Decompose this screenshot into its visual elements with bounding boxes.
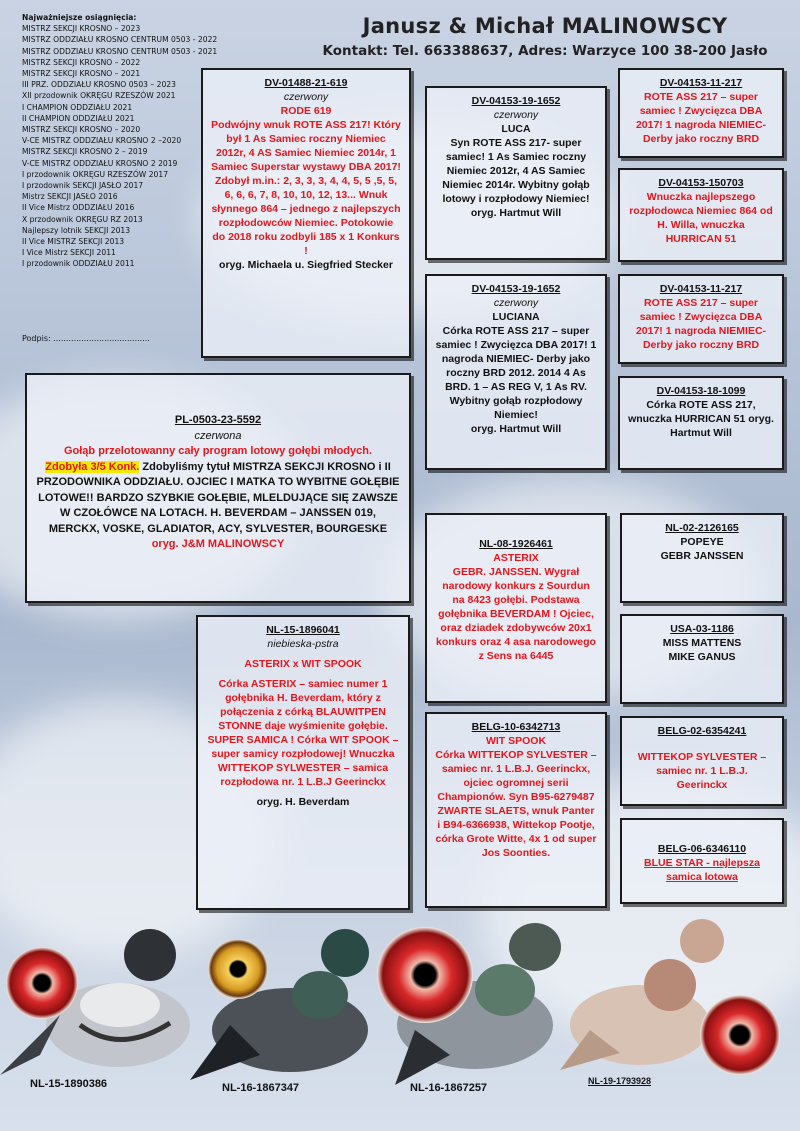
achievement-item: I przodownik OKRĘGU RZESZÓW 2017 (22, 169, 169, 179)
achievement-item: MISTRZ ODDZIAŁU KROSNO CENTRUM 0503 - 2021 (22, 46, 218, 56)
achievement-item: I przodownik SEKCJI JASŁO 2017 (22, 181, 144, 191)
achievement-item: II CHAMPION ODDZIAŁU 2021 (22, 113, 135, 123)
pedigree-card-wittekop-sylvester (620, 716, 784, 806)
bird-origin: oryg. Michaela u. Siegfried Stecker (219, 259, 393, 271)
bird-description: GEBR. JANSSEN. Wygrał narodowy konkurs z Sourdun na 8423 gołębi. Podstawa gołębnika BEVERDAM ! Ojciec, oraz dziadek zdobywców 20x1 konkurs oraz 4 asa narodowego z Sens na 6445 (436, 566, 596, 662)
achievement-item: V-CE MISTRZ ODDZIAŁU KROSNO 2 2019 (22, 158, 178, 168)
description-text: Zdobyliśmy tytuł MISTRZA SEKCJI KROSNO i II PRZODOWNIKA ODDZIAŁU. OJCIEC I MATKA TO WYBITNE GOŁĘBIE LOTOWE!! BARDZO SZYBKIE GOŁĘBIE, MLELDUJĄCE SIĘ ZAWSZE W CZOŁÓWCE NA LOTACH. H. BEVERDAM – JANSSEN 019, MERCKX, VOSKE, GLADIATOR, ACY, SYLVESTER, BOURGESKE (36, 460, 400, 535)
pigeon-eye-2 (208, 939, 268, 999)
achievement-item: I przodownik ODDZIAŁU 2011 (22, 259, 135, 269)
pigeon-eye-3 (377, 927, 473, 1023)
pedigree-card-luciana (425, 274, 607, 470)
pedigree-card-popeye (620, 513, 784, 603)
ring-number: NL-02-2126165 (665, 522, 739, 534)
page-title: Janusz & Michał MALINOWSCY (362, 14, 728, 38)
ring-number: BELG-06-6346110 (657, 843, 747, 855)
ring-number: DV-04153-19-1652 (471, 283, 561, 295)
achievement-item: X przodownik OKRĘGU RZ 2013 (22, 214, 143, 224)
bird-description: ROTE ASS 217 – super samiec ! Zwycięzca DBA 2017! 1 nagroda NIEMIEC- Derby jako roczny BRD (635, 297, 767, 351)
ring-number: NL-15-1896041 (266, 624, 340, 636)
bird-color: czerwony (493, 297, 539, 309)
bird-name: LUCA (501, 123, 531, 135)
achievement-item: MISTRZ SEKCJI KROSNO – 2023 (22, 24, 141, 34)
bird-color: niebieska-pstra (267, 638, 339, 650)
pigeon-eye-4 (700, 995, 780, 1075)
pedigree-card-1099 (618, 376, 784, 470)
bird-origin: oryg. Hartmut Will (470, 423, 562, 435)
bird-description: Córka WITTEKOP SYLVESTER – samiec nr. 1 L.B.J. Geerinckx, ojciec ogromnej serii Championów. Syn B95-6279487 ZWARTE SLAETS, wnuk Panter i B94-6366938, Wittekop Pootje, córka Grote Witte, 4x 1 od super Jos Soonties. (435, 749, 597, 859)
ring-number: PL-0503-23-5592 (174, 414, 262, 426)
achievement-item: Najlepszy lotnik SEKCJI 2013 (22, 225, 131, 235)
bird-description: Córka ROTE ASS 217 – super samiec ! Zwycięzca DBA 2017! 1 nagroda NIEMIEC- Derby jako roczny BRD 2012. 2014 4 As BRD. 1 – AS REG V, 1 As RV. Wybitny gołąb rozpłodowy Niemiec! (435, 325, 597, 421)
ring-number: DV-04153-150703 (658, 177, 744, 189)
bird-description: Córka ASTERIX – samiec numer 1 gołębnika H. Beverdam, który z połączenia z córką BLAUWITPEN STONNE daje wyśmienite gołębie. SUPER SAMICA ! Córka WIT SPOOK – super samicy rozpłodowej! Wnuczka WITTEKOP SYLWESTER – samica rozpłodowa nr. 1 L.B.J Geerinckx (207, 678, 399, 788)
bird-label-1: NL-15-1890386 (30, 1078, 108, 1090)
bird-name: ASTERIX x WIT SPOOK (244, 658, 362, 670)
pedigree-card-asterix (425, 513, 607, 703)
bird-description: Wnuczka najlepszego rozpłodowca Niemiec 864 od H. Willa, wnuczka HURRICAN 51 (629, 191, 773, 245)
achievement-item: MISTRZ SEKCJI KROSNO – 2021 (22, 69, 141, 79)
pigeon-4 (560, 919, 724, 1070)
pigeon-eye-1 (6, 947, 78, 1019)
ring-number: DV-04153-18-1099 (656, 385, 746, 397)
bird-description: Syn ROTE ASS 217- super samiec! 1 As Samiec roczny Niemiec 2012r, 4 AS Samiec Niemiec 2014r. Wybitny gołąb lotowy i rozpłodowy Niemiec! (442, 137, 590, 205)
bird-description: Podwójny wnuk ROTE ASS 217! Który był 1 As Samiec roczny Niemiec 2012r, 4 AS Samiec Niemiec 2014r, 1 Samiec Superstar wystawy DBA 2017! Zdobył m.in.: 2, 3, 3, 3, 4, 4, 5, 5 ,5, 5, 6, 6, 6, 7, 8, 10, 10, 12, 13... Wnuk słynnego 864 – jednego z najlepszych rozpłodowców Niemiec. Potokowie do 2018 roku zodbyli 185 x 1 Konkurs ! (211, 119, 401, 257)
ring-number: DV-01488-21-619 (264, 77, 348, 89)
ring-number: BELG-02-6354241 (657, 725, 747, 737)
bird-label-4: NL-19-1793928 (588, 1076, 652, 1086)
achievements-title: Najważniejsze osiągnięcia: (22, 13, 137, 22)
ring-number: DV-04153-19-1652 (471, 95, 561, 107)
achievement-item: MISTRZ SEKCJI KROSNO – 2020 (22, 125, 141, 135)
ring-number: DV-04153-11-217 (659, 77, 743, 89)
achievement-item: MISTRZ ODDZIAŁU KROSNO CENTRUM 0503 - 2022 (22, 35, 218, 45)
bird-description: ROTE ASS 217 – super samiec ! Zwycięzca DBA 2017! 1 nagroda NIEMIEC- Derby jako roczny BRD (635, 91, 767, 145)
ring-number: NL-08-1926461 (479, 538, 553, 550)
contact-line: Kontakt: Tel. 663388637, Adres: Warzyce 100 38-200 Jasło (322, 43, 768, 59)
bird-color: czerwona (194, 429, 242, 442)
achievement-item: MISTRZ SEKCJI KROSNO – 2022 (22, 57, 141, 67)
highlight-text: Zdobyła 3/5 Konk. (45, 460, 140, 473)
pigeon-photos (0, 905, 800, 1131)
bird-description (35, 460, 401, 538)
bird-breeder: MIKE GANUS (668, 651, 736, 663)
achievement-item: V-CE MISTRZ ODDZIAŁU KROSNO 2 –2020 (22, 136, 182, 146)
achievement-item: II Vice MISTRZ SEKCJI 2013 (22, 237, 125, 247)
pedigree-card-main-bird (25, 373, 411, 603)
signature-line: Podpis: ...................................... (22, 334, 150, 343)
bird-name: MISS MATTENS (662, 637, 742, 649)
bird-description: Córka ROTE ASS 217, wnuczka HURRICAN 51 oryg. Hartmut Will (628, 399, 774, 439)
pedigree-card-luca (425, 86, 607, 260)
bird-color: czerwony (493, 109, 539, 121)
achievement-item: I CHAMPION ODDZIAŁU 2021 (22, 102, 133, 112)
ring-number: DV-04153-11-217 (659, 283, 743, 295)
bird-summary: Gołąb przelotowanny cały program lotowy gołębi młodych. (63, 445, 373, 457)
achievement-item: Mistrz SEKCJI JASŁO 2016 (22, 192, 118, 202)
bird-origin: oryg. Hartmut Will (470, 207, 562, 219)
pedigree-card-wit-spook (425, 712, 607, 908)
bird-description: WITTEKOP SYLVESTER – samiec nr. 1 L.B.J. Geerinckx (637, 751, 767, 791)
pedigree-card-rote-ass (618, 68, 784, 158)
bird-name: RODE 619 (280, 105, 332, 117)
achievement-item: I Vice Mistrz SEKCJI 2011 (22, 248, 116, 258)
bird-description: BLUE STAR - najlepsza samica lotowa (644, 857, 760, 883)
pedigree-card-blue-star (620, 818, 784, 904)
achievement-item: MISTRZ SEKCJI KROSNO 2 – 2019 (22, 147, 148, 157)
bird-name: WIT SPOOK (485, 735, 547, 747)
bird-origin: oryg. H. Beverdam (256, 796, 350, 808)
bird-name: POPEYE (680, 536, 724, 548)
pedigree-card-rote-ass-2 (618, 274, 784, 364)
pedigree-card-asterix-x-wit-spook (196, 615, 410, 910)
achievement-item: III PRZ. ODDZIAŁU KROSNO 0503 – 2023 (22, 80, 176, 90)
ring-number: BELG-10-6342713 (471, 721, 561, 733)
bird-name: ASTERIX (493, 552, 539, 564)
achievement-item: II Vice Mistrz ODDZIAŁU 2016 (22, 203, 135, 213)
pedigree-card-miss-mattens (620, 614, 784, 704)
bird-breeder: GEBR JANSSEN (660, 550, 744, 562)
bird-name: LUCIANA (492, 311, 540, 323)
pedigree-card-150703 (618, 168, 784, 262)
bird-label-3: NL-16-1867257 (410, 1082, 488, 1094)
bird-label-2: NL-16-1867347 (222, 1082, 300, 1094)
bird-origin: oryg. J&M MALINOWSCY (151, 538, 285, 550)
pedigree-card-rode-619 (201, 68, 411, 358)
bird-color: czerwony (283, 91, 329, 103)
ring-number: USA-03-1186 (670, 623, 734, 635)
achievement-item: XII przodownik OKRĘGU RZESZÓW 2021 (22, 91, 176, 101)
